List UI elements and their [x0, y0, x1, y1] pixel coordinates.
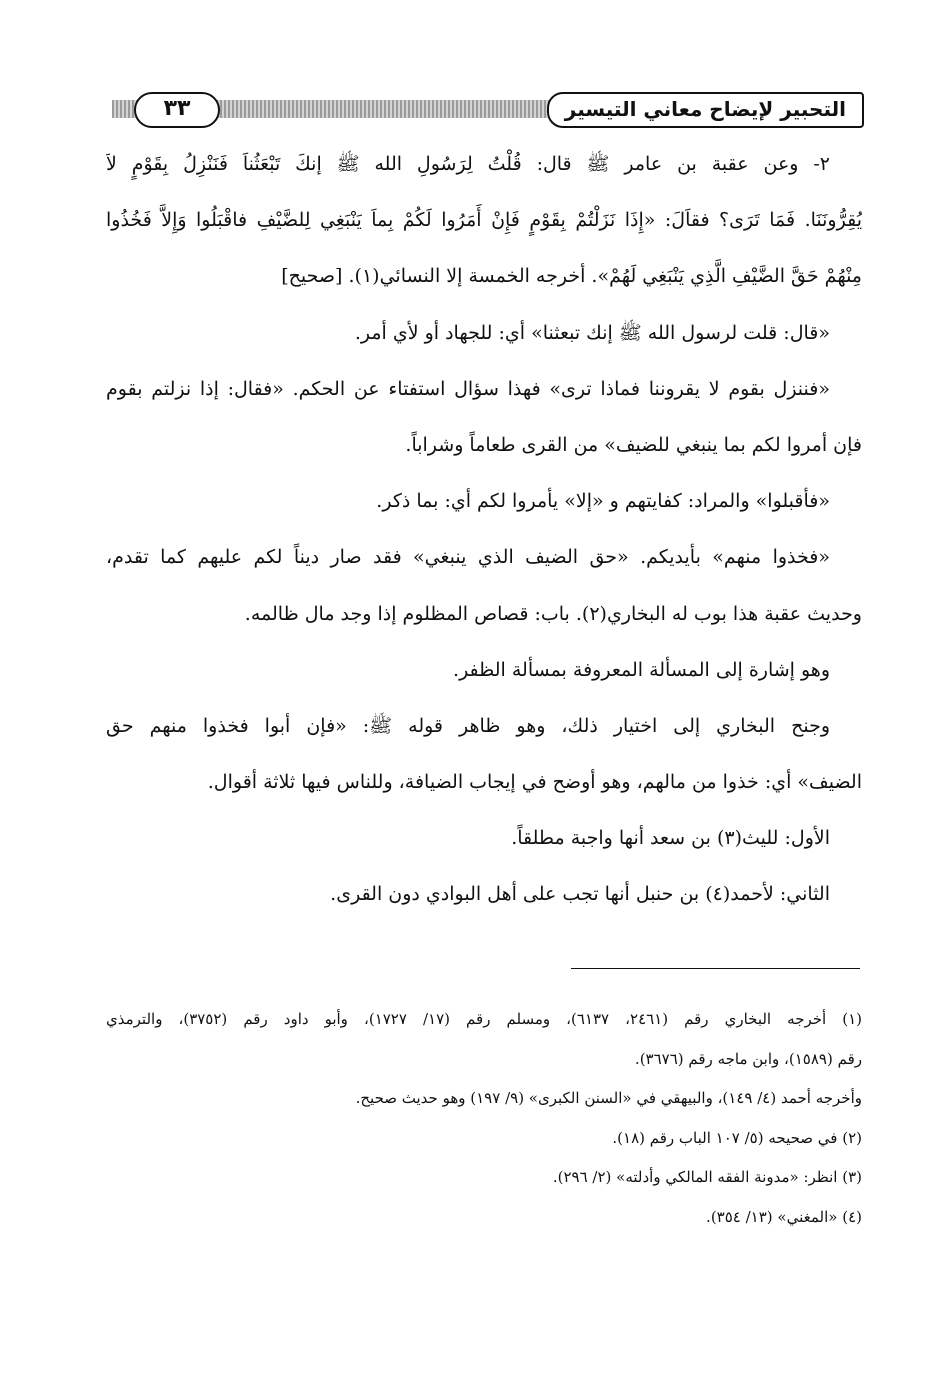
text-line: «فننزل بقوم لا يقروننا فماذا ترى» فهذا سؤال استفتاء عن الحكم. «فقال: إذا نزلتم بقوم: [106, 377, 830, 400]
text-line: ٢- وعن عقبة بن عامر ﷺ قال: قُلْتُ لِرَسُولِ الله ﷺ إنكَ تَبْعَثُناَ فَنَنْزِلُ بِقَوْمٍ لاَ: [106, 153, 830, 175]
text-line: «فأقبلوا» والمراد: كفايتهم و «إلا» يأمروا لكم أي: بما ذكر.: [376, 490, 830, 513]
footnote-line: (١) أخرجه البخاري رقم (٢٤٦١، ٦١٣٧)، ومسلم رقم (١٧/ ١٧٢٧)، وأبو داود رقم (٣٧٥٢)، والترمذي: [106, 1010, 862, 1028]
text-line: يُقِرُّونَنَا. فَمَا تَرَى؟ فقاَلَ: «إِذَا نَزَلْتُمْ بِقَوْمٍ فَإِنْ أَمَرُوا لَكُمْ بِماَ يَنْبَغِي لِلضَّيْفِ فاقْبَلُوا وَإِلاَّ فَخُذُوا: [106, 209, 862, 232]
text-line: «قال: قلت لرسول الله ﷺ إنك تبعثنا» أي: للجهاد أو لأي أمر.: [354, 321, 830, 344]
footnotes: [106, 1000, 862, 1237]
footnote-line: (٣) انظر: «مدونة الفقه المالكي وأدلته» (٢/ ٢٩٦).: [552, 1168, 862, 1186]
text-line: وهو إشارة إلى المسألة المعروفة بمسألة الظفر.: [453, 658, 830, 681]
footnote-line: (٢) في صحيحه (٥/ ١٠٧ الباب رقم (١٨).: [612, 1128, 862, 1147]
text-line: وحديث عقبة هذا بوب له البخاري(٢). باب: قصاص المظلوم إذا وجد مال ظالمه.: [244, 602, 862, 625]
page-header: [112, 92, 864, 128]
footnote-line: وأخرجه أحمد (٤/ ١٤٩)، والبيهقي في «السنن الكبرى» (٩/ ١٩٧) وهو حديث صحيح.: [355, 1089, 862, 1107]
footnote-line: (٤) «المغني» (١٣/ ٣٥٤).: [706, 1207, 862, 1226]
text-line: الثاني: لأحمد(٤) بن حنبل أنها تجب على أهل البوادي دون القرى.: [330, 883, 830, 906]
text-line: الأول: لليث(٣) بن سعد أنها واجبة مطلقاً.: [511, 827, 830, 850]
text-line: وجنح البخاري إلى اختيار ذلك، وهو ظاهر قوله ﷺ: «فإن أبوا فخذوا منهم حق: [106, 714, 830, 737]
book-title: التحبير لإيضاح معاني التيسير: [547, 92, 864, 128]
footnote-line: رقم (١٥٨٩)، وابن ماجه رقم (٣٦٧٦).: [634, 1049, 862, 1068]
page-number: ٣٣: [134, 92, 220, 128]
text-line: الضيف» أي: خذوا من مالهم، وهو أوضح في إيجاب الضيافة، وللناس فيها ثلاثة أقوال.: [207, 771, 862, 794]
footnote-separator: [571, 968, 860, 969]
main-text: [106, 136, 862, 923]
text-line: فإن أمروا لكم بما ينبغي للضيف» من القرى طعاماً وشراباً.: [405, 433, 862, 456]
text-line: مِنْهُمْ حَقَّ الضَّيْفِ الَّذِي يَنْبَغِي لَهُمْ». أخرجه الخمسة إلا النسائي(١). [صحيح]: [281, 265, 862, 288]
text-line: «فخذوا منهم» بأيديكم. «حق الضيف الذي ينبغي» فقد صار ديناً لكم عليهم كما تقدم،: [106, 546, 830, 569]
